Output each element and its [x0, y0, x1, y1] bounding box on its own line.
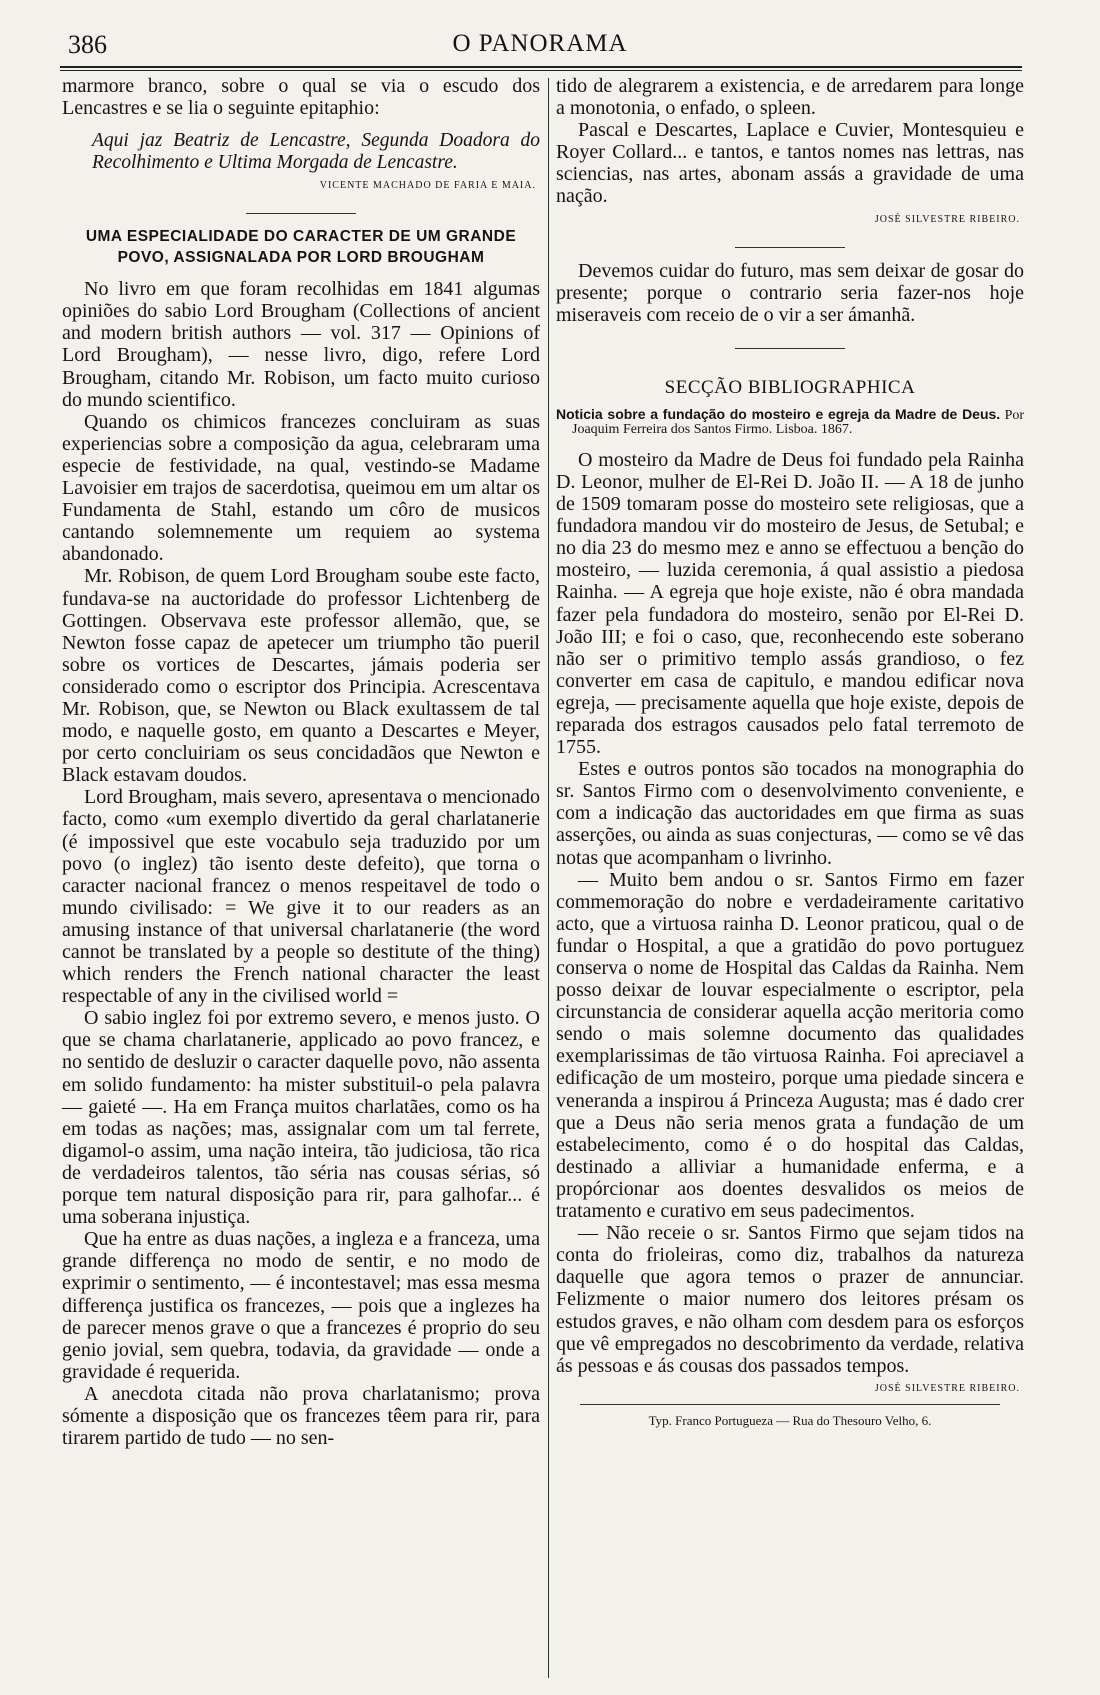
pascal-paragraph: Pascal e Descartes, Laplace e Cuvier, Montesquieu e Royer Collard... e tantos, e tantos nomes nas lettras, nas sciencias, nas artes, abonam assás a gravidade de uma nação. — [556, 119, 1024, 208]
colophon-rule — [580, 1404, 1000, 1405]
header-rule-thin — [60, 70, 1022, 71]
signature-ribeiro-2: JOSÉ SILVESTRE RIBEIRO. — [874, 1382, 1020, 1394]
article-paragraph-2: Quando os chimicos francezes concluiram as suas experiencias sobre a composição da agua, celebraram uma especie de festividade, na qual, vestindo-se Madame Lavoisier em trajos de sacerdotisa, queimou em um altar os Fundamenta de Stahl, estando um côro de musicos cantando solemnemente um requiem ao systema abandonado. — [62, 410, 540, 566]
signature-machado: VICENTE MACHADO DE FARIA E MAIA. — [319, 180, 536, 192]
continuation-paragraph: tido de alegrarem a existencia, e de arredarem para longe a monotonia, o enfado, o spleen. — [556, 75, 1024, 120]
column-divider — [548, 78, 549, 1678]
section-divider-3 — [735, 348, 845, 349]
bibliography-paragraph-1: O mosteiro da Madre de Deus foi fundado pela Rainha D. Leonor, mulher de El-Rei D. João II. — A 18 de junho de 1509 tomaram posse do mosteiro sete religiosas, que a fundadora mandou vir do mosteiro de Jesus, de Setubal; e no dia 23 do mesmo mez e anno se effectuou a benção do mosteiro, — luzida ceremonia, á qual assistio a piedosa Rainha. — A egreja que hoje existe, não é obra mandada fazer pela fundadora do mosteiro, senão por El-Rei D. João III; e foi o caso, que, reconhecendo este soberano não ser o primitivo templo assás grandioso, o fez converter em casa de capitulo, e mandou edificar nova egreja, — precisamente aquella que hoje existe, depois de reparada dos estragos causados pelo fatal terremoto de 1755. — [556, 448, 1024, 759]
article-paragraph-1: No livro em que foram recolhidas em 1841 algumas opiniões do sabio Lord Brougham (Collections of ancient and modern british authors — vol. 317 — Opinions of Lord Brougham), — nesse livro, digo, refere Lord Brougham, citando Mr. Robison, um facto muito curioso do mundo scientifico. — [62, 278, 540, 411]
bibliography-paragraph-4: — Não receie o sr. Santos Firmo que sejam tidos na conta do frioleiras, como diz, trabalhos da natureza daquelle que agora temos o prazer de annunciar. Felizmente o maior numero dos leitores présam os estudos graves, e não olham com desdem para os esforços que vê empregados no descobrimento da verdade, relativa ás pessoas e ás cousas dos passados tempos. — [556, 1222, 1024, 1377]
intro-paragraph: marmore branco, sobre o qual se via o escudo dos Lencastres e se lia o seguinte epitaphio: — [62, 75, 540, 120]
reference-details: Por Joaquim Ferreira dos Santos Firmo. Lisboa. 1867. — [572, 407, 1025, 437]
article-paragraph-4: Lord Brougham, mais severo, apresentava o mencionado facto, como «um exemplo divertido da geral charlatanerie (é impossivel que este vocabulo seja traduzido por um povo (o inglez) tão isento deste defeito), que torna o caracter nacional francez o menos respeitavel de todo o mundo civilisado: = We give it to our readers as an amusing instance of that universal charlatanerie (the word cannot be translated by a people so destitute of the thing) which renders the French national character the least respectable of any in the civilised world = — [62, 786, 540, 1008]
page-number: 386 — [68, 30, 107, 59]
reference-title: Noticia sobre a fundação do mosteiro e egreja da Madre de Deus. — [556, 405, 1001, 422]
right-column — [556, 75, 1024, 1429]
section-divider-2 — [735, 247, 845, 248]
bibliography-paragraph-3: — Muito bem andou o sr. Santos Firmo em fazer commemoração do nobre e verdadeiramente caritativo acto, que a virtuosa rainha D. Leonor praticou, qual o de fundar o Hospital, a que a gratidão do povo portuguez conserva o nome de Hospital das Caldas da Rainha. Nem posso deixar de louvar especialmente o escriptor, pela circunstancia de considerar aquella acção meritoria como sendo o mais solemne documento das qualidades exemplarissimas de tão virtuosa Rainha. Foi apreciavel a edificação de um mosteiro, porque uma piedade sincera e veneranda a inspirou á Princeza Augusta; mas é dado crer que a Deus não seria menos grata a fundação de um estabelecimento, como é o do hospital das Caldas, destinado a alliviar a humanidade enferma, e a propórcionar aos doentes desvalidos os meios de tratamento e curativo em seus padecimentos. — [556, 868, 1024, 1223]
header-rule-thick — [60, 66, 1022, 68]
left-column — [62, 75, 540, 1449]
bibliographic-reference — [556, 407, 1024, 437]
article-paragraph-6: Que ha entre as duas nações, a ingleza e a franceza, uma grande differença no modo de sentir, e no modo de exprimir o sentimento, — é incontestavel; mas essa mesma differença justifica os francezes, — pois que a inglezes ha de parecer menos grave o que a francezes é proprio do seu genio jovial, sem quebra, todavia, da gravidade — onde a gravidade é requerida. — [62, 1228, 540, 1383]
page-header — [60, 30, 1020, 70]
publication-title: O PANORAMA — [452, 30, 628, 57]
colophon: Typ. Franco Portugueza — Rua do Thesouro Velho, 6. — [648, 1412, 932, 1428]
article-paragraph-7: A anecdota citada não prova charlatanismo; prova sómente a disposição que os francezes têem para rir, para tirarem partido de tudo — no sen- — [62, 1382, 540, 1450]
article-paragraph-5: O sabio inglez foi por extremo severo, e menos justo. O que se chama charlatanerie, applicado ao povo francez, e no sentido de desluzir o caracter daquelle povo, não assenta em solido fundamento: ha mister substituil-o pela palavra — gaieté —. Ha em França muitos charlatães, como os ha em todas as nações; mas, assignalar com um tal ferrete, digamol-o assim, uma nação inteira, tão judiciosa, tão rica de verdadeiros talentos, tão séria nas cousas sérias, só porque tem natural disposição para rir, para galhofar... é uma soberana injustiça. — [62, 1007, 540, 1229]
article-paragraph-3: Mr. Robison, de quem Lord Brougham soube este facto, fundava-se na auctoridade do professor Lichtenberg de Gottingen. Observava este professor allemão, que, se Newton fosse capaz de apetecer um triumpho tão pueril sobre os vortices de Descartes, jámais poderia ser considerado como o escriptor dos Principia. Acrescentava Mr. Robison, que, se Newton ou Black exultassem de tal modo, e naquelle gosto, em quanto a Descartes e Meyer, por certo concluiriam os seus concidadãos que Newton e Black estavam doudos. — [62, 565, 540, 787]
section-divider — [246, 213, 356, 214]
epitaph: Aqui jaz Beatriz de Lencastre, Segunda Doadora do Recolhimento e Ultima Morgada de Lencastre. — [92, 130, 540, 174]
maxim-paragraph: Devemos cuidar do futuro, mas sem deixar de gosar do presente; porque o contrario seria fazer-nos hoje miseraveis com receio de o vir a ser ámanhã. — [556, 259, 1024, 326]
signature-ribeiro-1: JOSÉ SILVESTRE RIBEIRO. — [874, 213, 1020, 225]
article-heading: UMA ESPECIALIDADE DO CARACTER DE UM GRANDE POVO, ASSIGNALADA POR LORD BROUGHAM — [85, 228, 517, 267]
bibliography-heading: SECÇÃO BIBLIOGRAPHICA — [664, 376, 916, 398]
bibliography-paragraph-2: Estes e outros pontos são tocados na monographia do sr. Santos Firmo com o desenvolvimento conveniente, e com a indicação das auctoridades em que firma as suas asserções, ou ainda as suas conjecturas, — como se vê das notas que acompanham o livrinho. — [556, 758, 1024, 869]
